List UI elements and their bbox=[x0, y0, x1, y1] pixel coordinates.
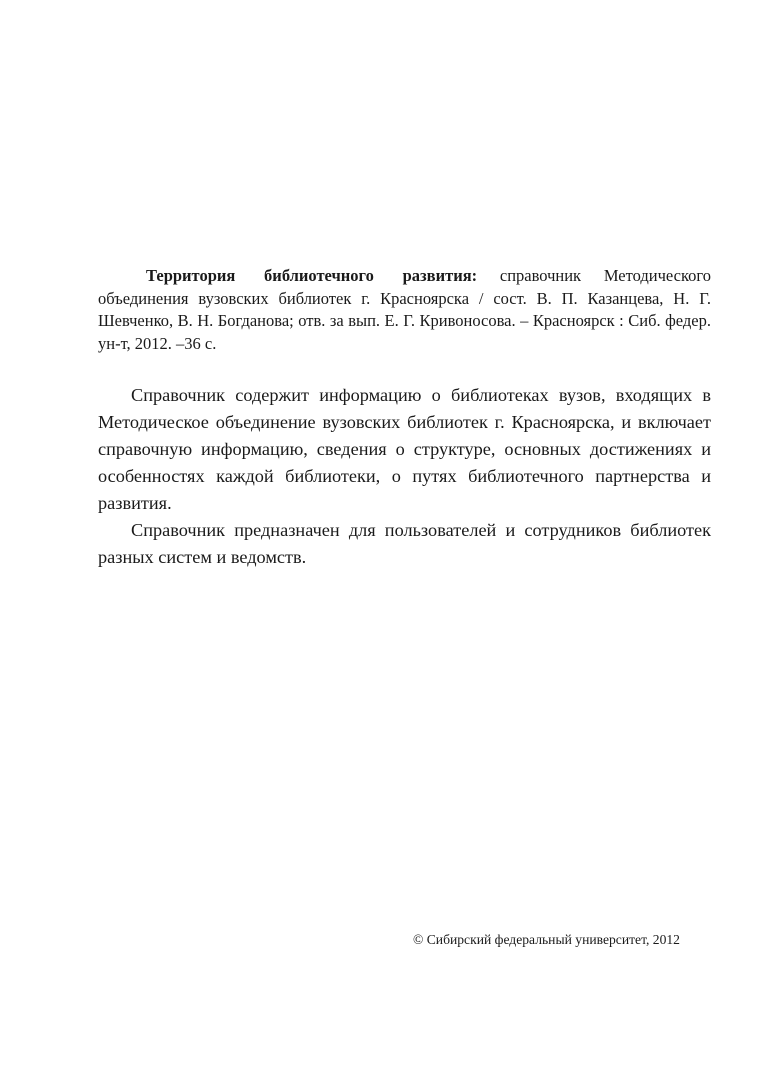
abstract-paragraph: Справочник предназначен для пользователей и сотрудников библиотек разных систем и ведомств. bbox=[98, 520, 711, 567]
copyright-notice: © Сибирский федеральный университет, 2012 bbox=[413, 932, 680, 947]
abstract-paragraph: Справочник содержит информацию о библиотеках вузов, входящих в Методическое объединение вузовских библиотек г. Красноярска, и включает справочную информацию, сведения о структуре, основных достижениях и особенностях каждой библиотеки, о путях библиотечного партнерства и развития. bbox=[98, 385, 711, 513]
bibliographic-description: справочник Методического объединения вузовских библиотек г. Красноярска / сост. В. П. Казанцева, Н. Г. Шевченко, В. Н. Богданова; отв. за вып. Е. Г. Кривоносова. – Красноярск : Сиб. федер. ун-т, 2012. –36 с. bbox=[98, 266, 711, 353]
abstract bbox=[98, 382, 711, 571]
bibliographic-record bbox=[98, 265, 711, 355]
book-title: Территория библиотечного развития: bbox=[146, 266, 478, 285]
